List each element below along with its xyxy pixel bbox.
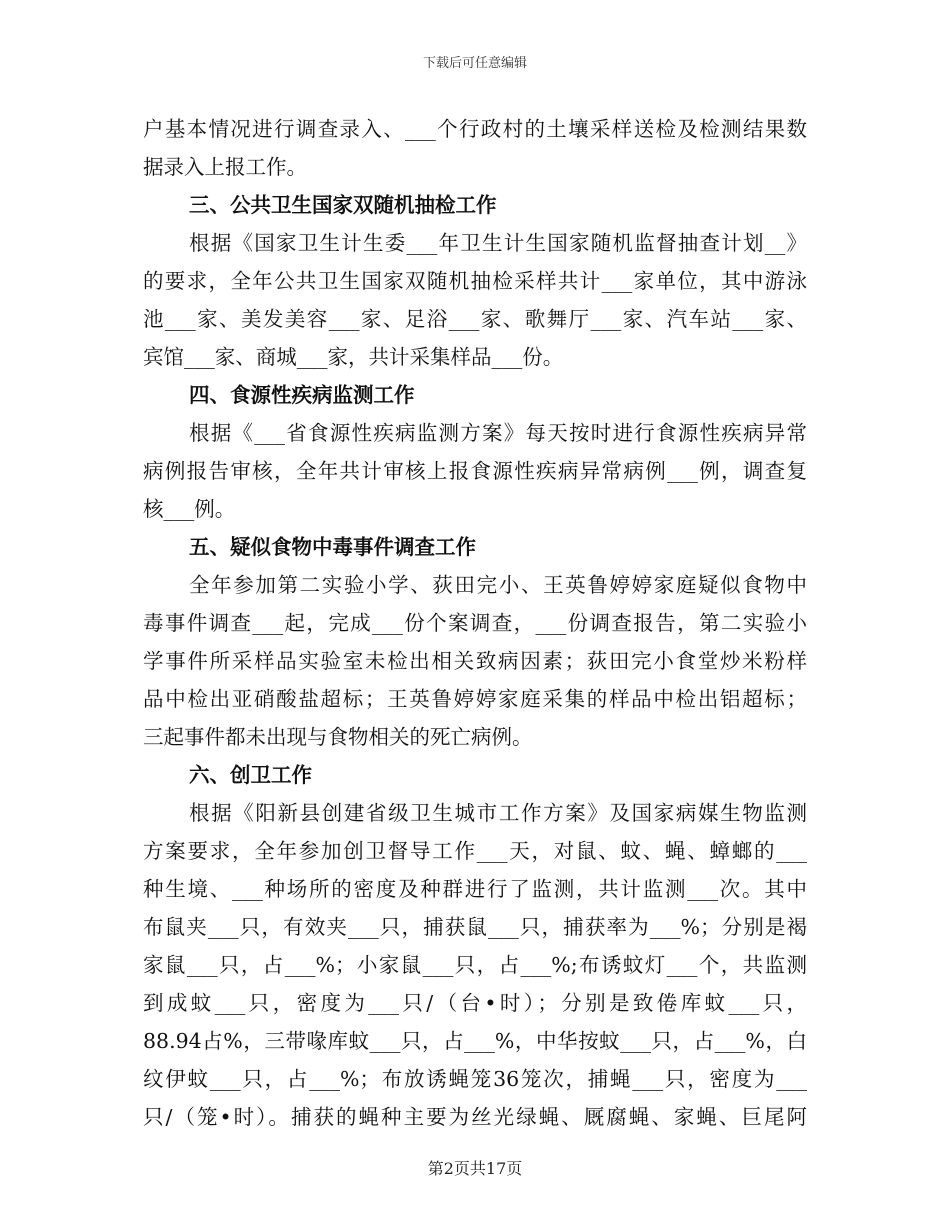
body-text-line: 池___家、美发美容___家、足浴___家、歌舞厅___家、汽车站___家、: [143, 307, 807, 331]
body-text-line: 学事件所采样品实验室未检出相关致病因素；荻田完小食堂炒米粉样: [143, 649, 807, 673]
body-text-line: 到成蚊___只，密度为___只/（台•时）；分别是致倦库蚊___只，: [143, 991, 807, 1015]
body-text-line: 据录入上报工作。: [143, 155, 307, 179]
page-number-footer: 第2页共17页: [427, 1159, 523, 1178]
section-heading: 五、疑似食物中毒事件调查工作: [189, 535, 476, 559]
body-text-line: 种生境、___种场所的密度及种群进行了监测，共计监测___次。其中: [143, 877, 807, 901]
document-body: [143, 110, 807, 1136]
body-text-line: 纹伊蚊___只，占___%；布放诱蝇笼36笼次，捕蝇___只，密度为___: [143, 1067, 807, 1091]
body-text-line: 家鼠___只，占___%；小家鼠___只，占___%;布诱蚊灯___个，共监测: [143, 953, 807, 977]
body-text-line: 方案要求，全年参加创卫督导工作___天，对鼠、蚊、蝇、蟑螂的___: [143, 839, 807, 863]
page-header: 下载后可任意编辑: [422, 56, 527, 71]
body-text-line: 全年参加第二实验小学、荻田完小、王英鲁婷婷家庭疑似食物中: [189, 573, 807, 597]
body-text-line: 户基本情况进行调查录入、___个行政村的土壤采样送检及检测结果数: [143, 117, 807, 141]
body-text-line: 宾馆___家、商城___家，共计采集样品___份。: [143, 345, 564, 369]
body-text-line: 核___例。: [143, 497, 236, 521]
body-text-line: 品中检出亚硝酸盐超标；王英鲁婷婷家庭采集的样品中检出铝超标；: [143, 687, 807, 711]
body-text-line: 88.94占%，三带喙库蚊___只，占___%，中华按蚊___只，占___%，白: [143, 1029, 807, 1053]
body-text-line: 三起事件都未出现与食物相关的死亡病例。: [143, 725, 533, 749]
body-text-line: 只/（笼•时）。捕获的蝇种主要为丝光绿蝇、厩腐蝇、家蝇、巨尾阿: [143, 1105, 807, 1129]
body-text-line: 根据《阳新县创建省级卫生城市工作方案》及国家病媒生物监测: [189, 801, 807, 825]
body-text-line: 病例报告审核，全年共计审核上报食源性疾病异常病例___例，调查复: [143, 459, 807, 483]
section-heading: 四、食源性疾病监测工作: [189, 383, 415, 407]
section-heading: 六、创卫工作: [189, 763, 312, 787]
body-text-line: 毒事件调查___起，完成___份个案调查，___份调查报告，第二实验小: [143, 611, 807, 635]
body-text-line: 根据《国家卫生计生委___年卫生计生国家随机监督抽查计划__》: [189, 231, 807, 255]
body-text-line: 的要求，全年公共卫生国家双随机抽检采样共计___家单位，其中游泳: [143, 269, 807, 293]
body-text-line: 布鼠夹___只，有效夹___只，捕获鼠___只，捕获率为___%；分别是褐: [143, 915, 807, 939]
body-text-line: 根据《___省食源性疾病监测方案》每天按时进行食源性疾病异常: [189, 421, 807, 445]
section-heading: 三、公共卫生国家双随机抽检工作: [189, 193, 497, 217]
